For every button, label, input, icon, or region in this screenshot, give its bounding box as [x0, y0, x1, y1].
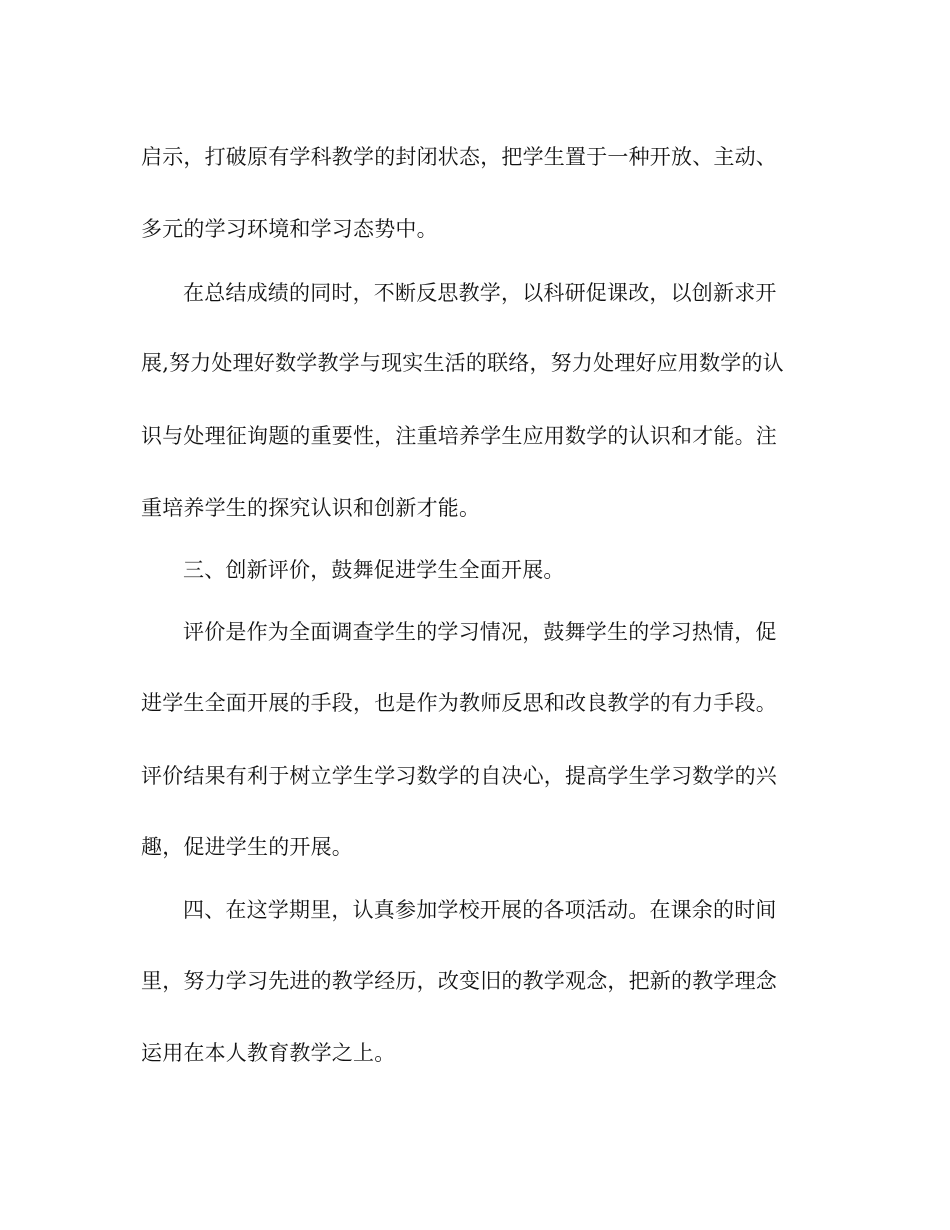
text-line: 多元的学习环境和学习态势中。: [141, 217, 438, 241]
text-line: 进学生全面开展的手段，也是作为教师反思和改良教学的有力手段。: [141, 691, 777, 715]
section-heading: 四、在这学期里，认真参加学校开展的各项活动。在课余的时间: [183, 898, 777, 922]
text-line: 识与处理征询题的重要性，注重培养学生应用数学的认识和才能。注: [141, 424, 777, 448]
text-line: 里，努力学习先进的教学经历，改变旧的教学观念，把新的教学理念: [141, 969, 777, 993]
text-line: 趣，促进学生的开展。: [141, 835, 353, 859]
paragraph-first-line: 评价是作为全面调查学生的学习情况，鼓舞学生的学习热情，促: [183, 620, 777, 644]
text-line: 启示，打破原有学科教学的封闭状态，把学生置于一种开放、主动、: [141, 145, 777, 169]
paragraph-first-line: 在总结成绩的同时，不断反思教学，以科研促课改，以创新求开: [183, 281, 777, 305]
text-line: 运用在本人教育教学之上。: [141, 1041, 396, 1065]
text-line: 展,努力处理好数学教学与现实生活的联络，努力处理好应用数学的认: [141, 351, 784, 375]
text-line: 评价结果有利于树立学生学习数学的自决心，提高学生学习数学的兴: [141, 764, 777, 788]
text-line: 重培养学生的探究认识和创新才能。: [141, 496, 481, 520]
section-heading: 三、创新评价，鼓舞促进学生全面开展。: [183, 558, 565, 582]
